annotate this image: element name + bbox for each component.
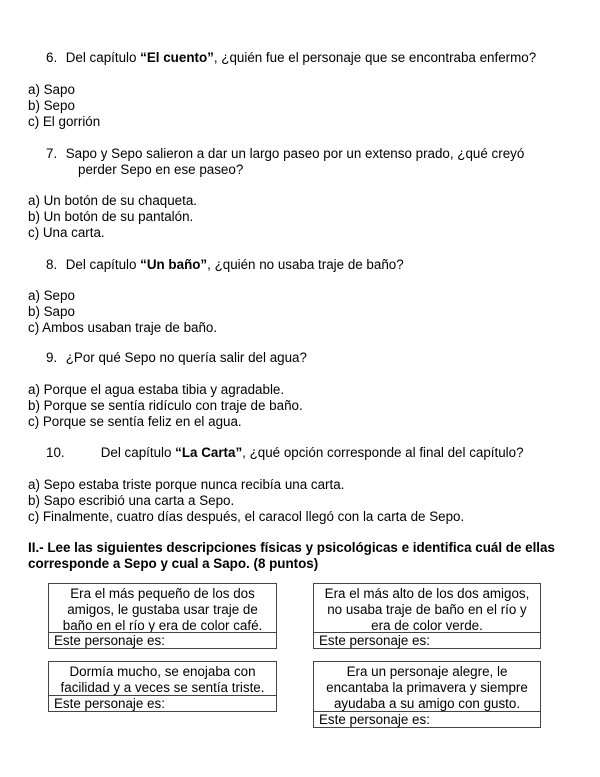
option-a: a) Un botón de su chaqueta. <box>28 193 197 208</box>
option-c: c) Porque se sentía feliz en el agua. <box>28 414 242 429</box>
option-c: c) Una carta. <box>28 225 105 240</box>
description-line: ayudaba a su amigo con gusto. <box>333 696 521 711</box>
chapter-title: “Un baño” <box>140 257 208 272</box>
description-text <box>49 662 276 696</box>
description-text <box>314 584 540 634</box>
question-number: 6. <box>46 50 58 65</box>
description-line: Era el más alto de los dos amigos, <box>324 586 530 601</box>
question-6 <box>46 50 536 66</box>
option-a: a) Sapo <box>28 82 75 97</box>
answer-field[interactable]: Este personaje es: <box>314 632 540 648</box>
option-b: b) Un botón de su pantalón. <box>28 209 194 224</box>
description-box <box>48 583 277 649</box>
question-7-continuation: perder Sepo en ese paseo? <box>78 162 244 177</box>
description-box <box>313 661 541 728</box>
description-line: encantaba la primavera y siempre <box>326 680 528 695</box>
question-text-pre: Del capítulo <box>100 445 176 460</box>
question-text-post: , ¿quién fue el personaje que se encontraba enfermo? <box>213 50 537 65</box>
description-box <box>313 583 541 649</box>
option-b: b) Sapo <box>28 304 75 319</box>
option-c: c) Ambos usaban traje de baño. <box>28 320 218 335</box>
question-10 <box>46 445 524 461</box>
description-text <box>314 662 540 712</box>
option-a: a) Porque el agua estaba tibia y agradable. <box>28 382 285 397</box>
question-text-pre: ¿Por qué Sepo no quería salir del agua? <box>65 350 307 365</box>
question-9 <box>46 350 307 366</box>
description-line: no usaba traje de baño en el río y <box>327 602 527 617</box>
option-c: c) El gorrión <box>28 114 101 129</box>
description-line: Dormía mucho, se enojaba con <box>69 664 256 679</box>
answer-field[interactable]: Este personaje es: <box>49 695 276 711</box>
option-b: b) Sapo escribió una carta a Sepo. <box>28 493 235 508</box>
question-text-pre: Sapo y Sepo salieron a dar un largo paseo por un extenso prado, ¿qué creyó <box>65 146 525 161</box>
description-text <box>49 584 276 634</box>
option-c: c) Finalmente, cuatro días después, el caracol llegó con la carta de Sepo. <box>28 509 465 524</box>
question-text-pre: Del capítulo <box>65 50 141 65</box>
section-title-line-2: corresponde a Sepo y cual a Sapo. (8 puntos) <box>28 556 319 571</box>
option-a: a) Sepo <box>28 288 75 303</box>
question-8 <box>46 257 404 273</box>
question-text-post: , ¿quién no usaba traje de baño? <box>207 257 404 272</box>
option-a: a) Sepo estaba triste porque nunca recibía una carta. <box>28 477 345 492</box>
chapter-title: “La Carta” <box>175 445 243 460</box>
question-number: 10. <box>46 445 65 460</box>
question-number: 8. <box>46 257 58 272</box>
question-number: 7. <box>46 146 58 161</box>
description-line: facilidad y a veces se sentía triste. <box>60 680 265 695</box>
question-7 <box>46 146 524 162</box>
description-line: amigos, le gustaba usar traje de <box>67 602 258 617</box>
chapter-title: “El cuento” <box>140 50 214 65</box>
option-b: b) Sepo <box>28 98 75 113</box>
question-text-post: , ¿qué opción corresponde al final del capítulo? <box>242 445 524 460</box>
description-line: era de color verde. <box>371 618 483 633</box>
description-line: Era un personaje alegre, le <box>346 664 508 679</box>
description-line: Era el más pequeño de los dos <box>70 586 255 601</box>
answer-field[interactable]: Este personaje es: <box>314 711 540 727</box>
description-line: baño en el río y era de color café. <box>62 618 263 633</box>
section-title-line-1: II.- Lee las siguientes descripciones físicas y psicológicas e identifica cuál de ellas <box>28 540 555 555</box>
question-number: 9. <box>46 350 58 365</box>
description-box <box>48 661 277 712</box>
question-text-pre: Del capítulo <box>65 257 141 272</box>
option-b: b) Porque se sentía ridículo con traje de baño. <box>28 398 303 413</box>
answer-field[interactable]: Este personaje es: <box>49 632 276 648</box>
